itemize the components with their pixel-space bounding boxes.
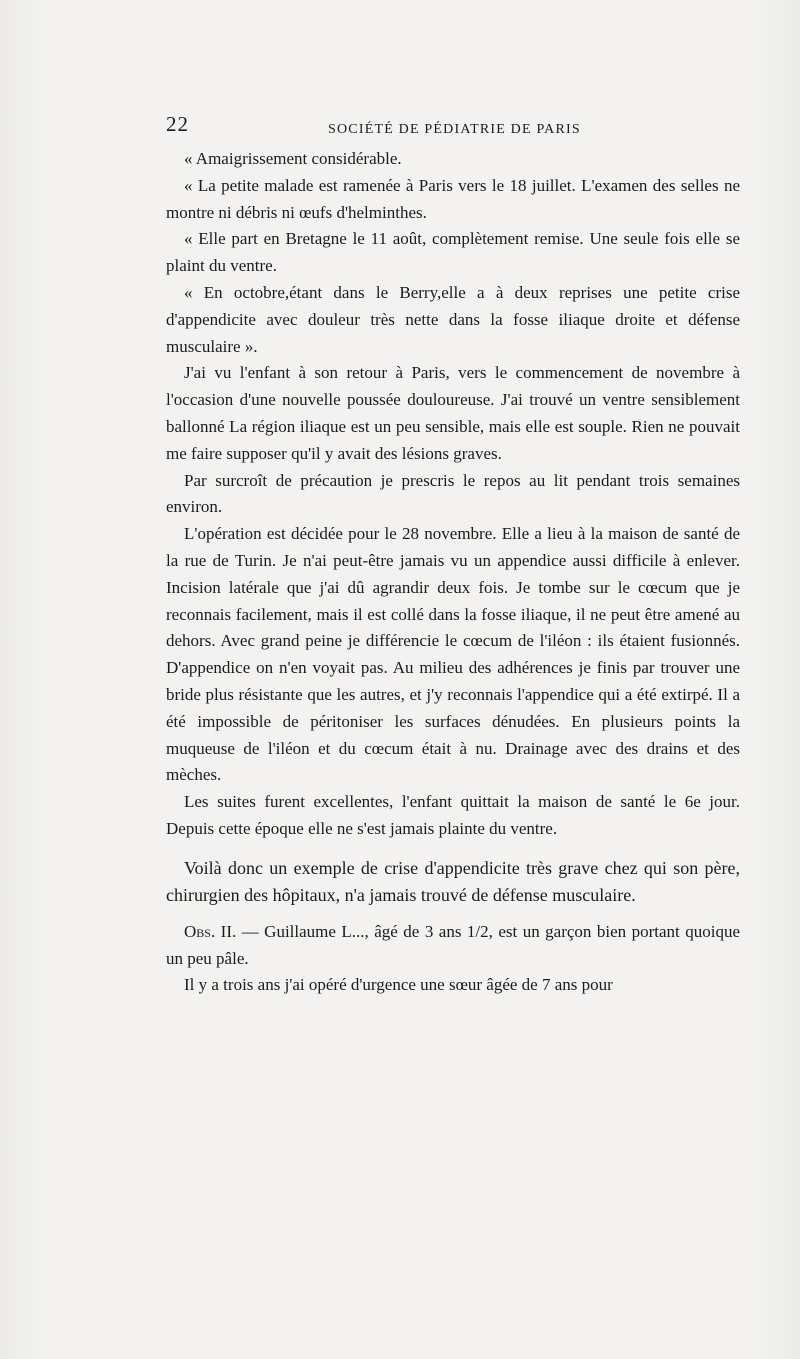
paragraph-3: « Elle part en Bretagne le 11 août, complètement remise. Une seule fois elle se plaint du ventre.	[166, 229, 740, 276]
paragraph-8: Les suites furent excellentes, l'enfant quittait la maison de santé le 6e jour. Depuis cette époque elle ne s'est jamais plainte du ventre.	[166, 792, 740, 838]
observation-text: — Guillaume L..., âgé de 3 ans 1/2, est un garçon bien portant quoique un peu pâle.	[166, 921, 740, 968]
observation-paragraph	[166, 919, 740, 973]
paragraph-7: L'opération est décidée pour le 28 novembre. Elle a lieu à la maison de santé de la rue de Turin. Je n'ai peut-être jamais vu un appendice aussi difficile à enlever. Incision latérale que j'ai dû agrandir deux fois. Je tombe sur le cœcum que je reconnais facilement, mais il est collé dans la fosse iliaque, il ne peut être amené au dehors. Avec grand peine je différencie le cœcum de l'iléon : ils étaient fusionnés. D'appendice on n'en voyait pas. Au milieu des adhérences je finis par trouver une bride plus résistante que les autres, et j'y reconnais l'appendice qui a été extirpé. Il a été impossible de péritoniser les surfaces dénudées. En plusieurs points la muqueuse de l'iléon et du cœcum était à nu. Drainage avec des drains et des mèches.	[166, 524, 740, 785]
page-number: 22	[166, 112, 189, 136]
last-paragraph: Il y a trois ans j'ai opéré d'urgence une sœur âgée de 7 ans pour	[184, 975, 613, 995]
observation-label: Obs. II.	[184, 921, 237, 941]
paragraph-6: Par surcroît de précaution je prescris le repos au lit pendant trois semaines environ.	[166, 470, 740, 517]
paragraph-4: « En octobre,étant dans le Berry,elle a à deux reprises une petite crise d'appendicite avec douleur très nette dans la fosse iliaque droite et défense musculaire ».	[166, 282, 740, 356]
page-header	[166, 112, 726, 142]
body-text	[166, 146, 740, 999]
paragraph-9: Voilà donc un exemple de crise d'appendicite très grave chez qui son père, chirurgien des hôpitaux, n'a jamais trouvé de défense musculaire.	[166, 857, 740, 905]
paragraph-5: J'ai vu l'enfant à son retour à Paris, vers le commencement de novembre à l'occasion d'une nouvelle poussée douloureuse. J'ai trouvé un ventre sensiblement ballonné La région iliaque est un peu sensible, mais elle est souple. Rien ne pouvait me faire supposer qu'il y avait des lésions graves.	[166, 363, 740, 463]
paragraph-2: « La petite malade est ramenée à Paris vers le 18 juillet. L'examen des selles ne montre ni débris ni œufs d'helminthes.	[166, 175, 740, 222]
paragraph-1: « Amaigrissement considérable.	[184, 149, 402, 168]
running-title: SOCIÉTÉ DE PÉDIATRIE DE PARIS	[328, 122, 581, 137]
